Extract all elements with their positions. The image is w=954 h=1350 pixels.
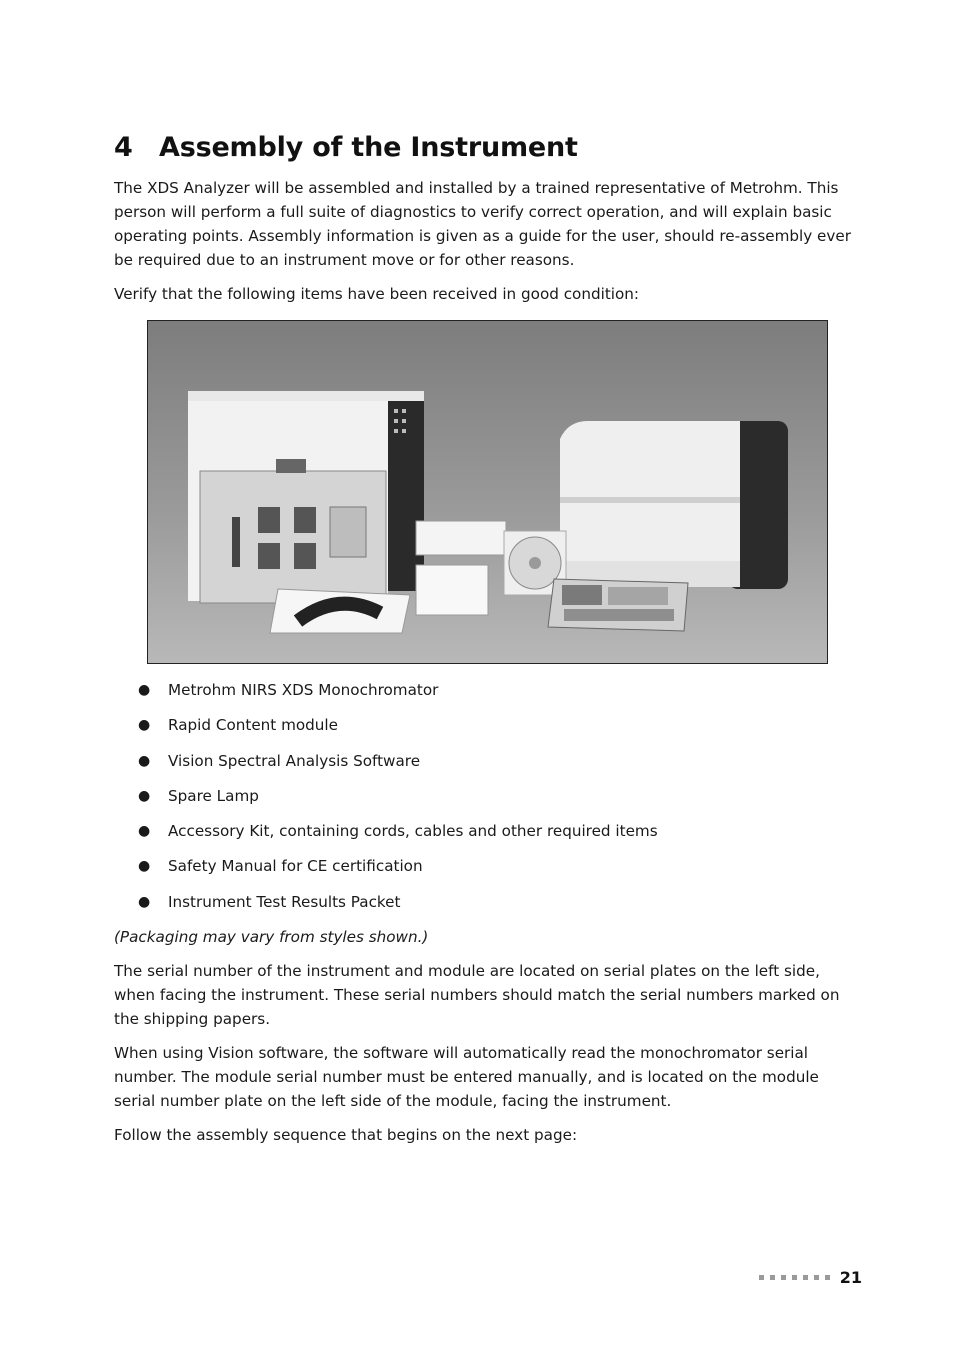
bullet-icon: ● xyxy=(138,717,151,734)
bullet-icon: ● xyxy=(138,682,151,698)
monochromator-unit xyxy=(188,391,424,603)
intro-paragraph: The XDS Analyzer will be assembled and installed by a trained representative of Metrohm. This person will perform a full suite of diagnostics to verify correct operation, and will explain basic operating points. Assembly information is given as a guide for the user, should re-assembly ever be required due to an instrument move or for other reasons. xyxy=(114,179,851,269)
chapter-number: 4 xyxy=(114,132,133,163)
chapter-title: Assembly of the Instrument xyxy=(159,132,578,163)
lamp-box xyxy=(416,521,506,555)
footer-dots-icon xyxy=(759,1275,830,1280)
verify-paragraph: Verify that the following items have been received in good condition: xyxy=(114,285,640,303)
safety-manual xyxy=(270,589,410,633)
page-body xyxy=(114,130,864,306)
bullet-icon: ● xyxy=(138,893,151,910)
vision-paragraph: When using Vision software, the software will automatically read the monochromator serial number. The module serial number must be entered manually, and is located on the module serial number plate on the left side of the module, facing the instrument. xyxy=(114,1044,819,1110)
list-item: ● Instrument Test Results Packet xyxy=(114,890,864,925)
after-list-section xyxy=(114,925,864,1157)
bullet-icon: ● xyxy=(138,858,151,875)
page-number: 21 xyxy=(839,1268,862,1287)
page-footer xyxy=(759,1268,862,1287)
list-item: ● Rapid Content module xyxy=(114,713,864,748)
list-item: ● Spare Lamp xyxy=(114,784,864,819)
serial-paragraph: The serial number of the instrument and module are located on serial plates on the left side, when facing the instrument. These serial numbers should match the serial numbers marked on the shipping papers. xyxy=(114,962,840,1028)
instrument-photo-graphic xyxy=(148,321,827,663)
bullet-icon: ● xyxy=(138,787,151,804)
list-item: ● Accessory Kit, containing cords, cables and other required items xyxy=(114,819,864,854)
bullet-icon: ● xyxy=(138,823,151,840)
rapid-content-module xyxy=(560,421,788,589)
bullet-icon: ● xyxy=(138,752,151,769)
packaging-caption: (Packaging may vary from styles shown.) xyxy=(114,928,429,946)
list-item: ● Vision Spectral Analysis Software xyxy=(114,749,864,784)
accessory-box xyxy=(416,565,488,615)
follow-paragraph: Follow the assembly sequence that begins on the next page: xyxy=(114,1126,578,1144)
received-items-list xyxy=(114,678,864,925)
chapter-heading xyxy=(114,130,864,166)
list-item: ● Metrohm NIRS XDS Monochromator xyxy=(114,678,864,713)
instrument-photo xyxy=(147,320,828,664)
list-item: ● Safety Manual for CE certification xyxy=(114,854,864,889)
